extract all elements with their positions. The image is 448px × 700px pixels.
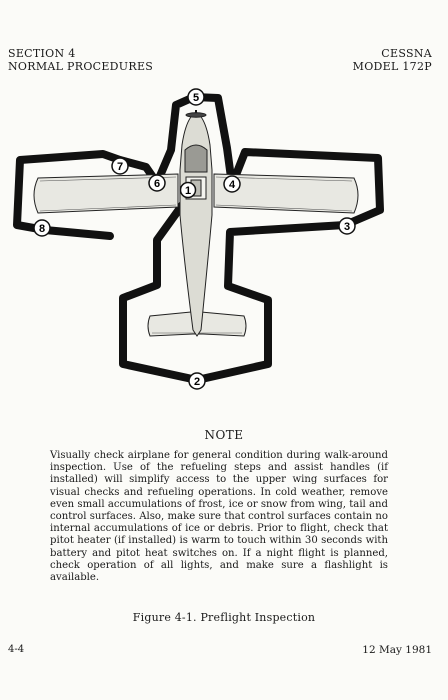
preflight-inspection-diagram xyxy=(0,80,448,410)
station-marker-3 xyxy=(339,218,355,234)
station-marker-7 xyxy=(112,158,128,174)
station-marker-6 xyxy=(149,175,165,191)
station-marker-1 xyxy=(181,183,196,198)
station-marker-8 xyxy=(34,220,50,236)
station-label-1: 1 xyxy=(184,185,192,197)
station-label-3: 3 xyxy=(343,221,351,233)
station-label-5: 5 xyxy=(192,92,200,104)
header-left xyxy=(8,47,153,73)
note-body: Visually check airplane for general condition during walk-around inspection. Use of the refueling steps and assist handles (if installed) will simplify access to the upper wing surfaces for visual checks and refueling operations. In cold weather, remove even small accumulations of frost, ice or snow from wing, tail and control surfaces. Also, make sure that control surfaces contain no internal accumulations of ice or debris. Prior to flight, check that pitot heater (if installed) is warm to touch within 30 seconds with battery and pitot heat switches on. If a night flight is planned, check operation of all lights, and make sure a flashlight is available. xyxy=(50,450,388,584)
section-number: SECTION 4 xyxy=(8,47,76,60)
station-marker-2 xyxy=(189,373,205,389)
note-title: NOTE xyxy=(204,428,244,442)
station-marker-5 xyxy=(188,89,204,105)
station-label-7: 7 xyxy=(116,161,124,173)
page-number: 4-4 xyxy=(8,644,25,655)
header-right xyxy=(353,47,432,73)
revision-date: 12 May 1981 xyxy=(362,644,432,656)
manufacturer: CESSNA xyxy=(381,47,432,60)
station-label-8: 8 xyxy=(38,223,46,235)
station-label-2: 2 xyxy=(193,376,201,388)
station-label-4: 4 xyxy=(228,179,236,191)
figure-caption: Figure 4-1. Preflight Inspection xyxy=(132,611,316,624)
section-title: NORMAL PROCEDURES xyxy=(8,60,154,73)
station-marker-4 xyxy=(224,176,240,192)
station-label-6: 6 xyxy=(153,178,161,190)
aircraft-model: MODEL 172P xyxy=(352,60,432,73)
airplane-top-view xyxy=(34,110,358,336)
